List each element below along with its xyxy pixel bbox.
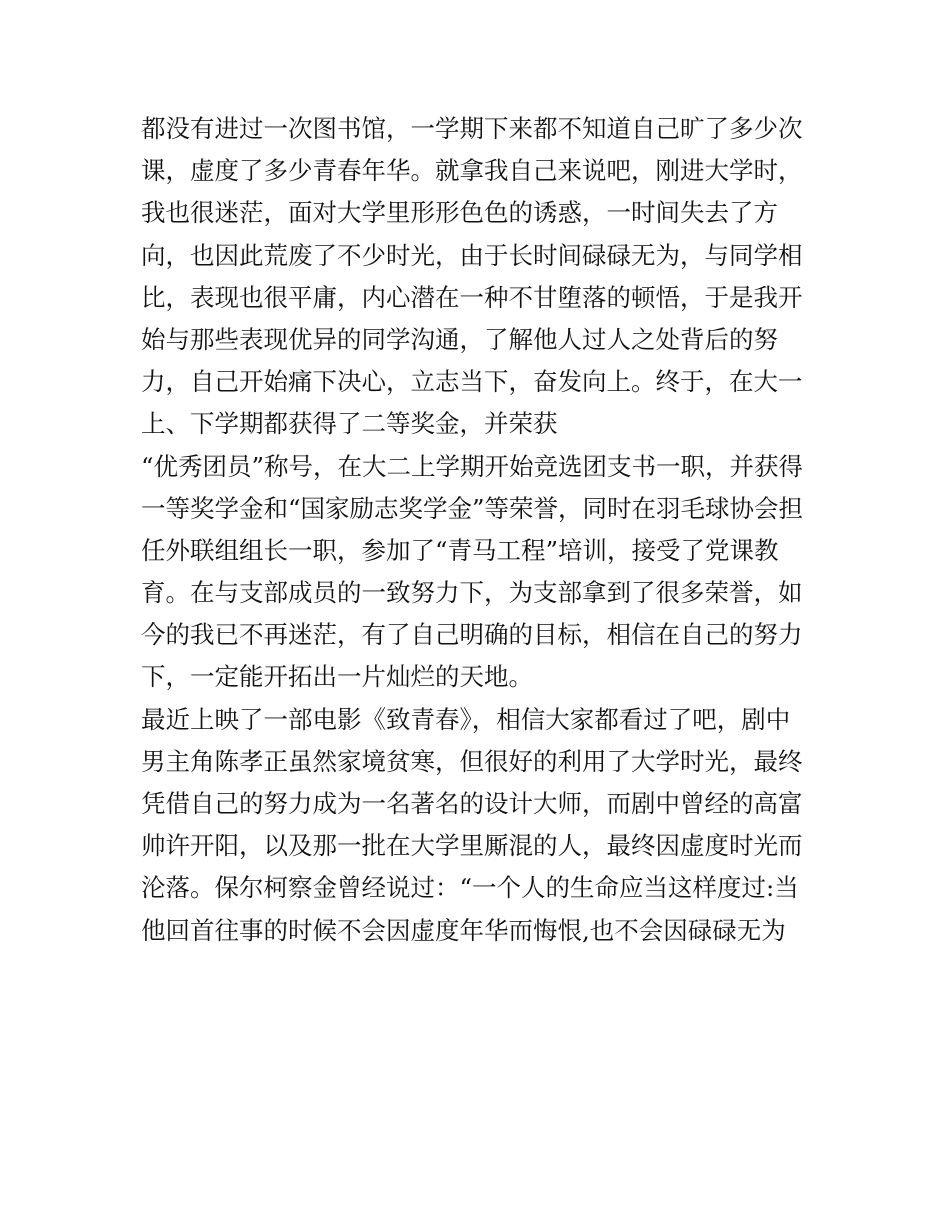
text-line: 力，自己开始痛下决心，立志当下，奋发向上。终于，在大一 — [141, 367, 803, 397]
text-line: 课，虚度了多少青春年华。就拿我自己来说吧，刚进大学时， — [141, 156, 803, 186]
text-line: 今的我已不再迷茫，有了自己明确的目标，相信在自己的努力 — [141, 620, 803, 650]
text-line: 男主角陈孝正虽然家境贫寒，但很好的利用了大学时光，最终 — [141, 746, 803, 776]
text-line: 始与那些表现优异的同学沟通，了解他人过人之处背后的努 — [141, 324, 778, 354]
text-line: 凭借自己的努力成为一名著名的设计大师，而剧中曾经的高富 — [141, 789, 803, 818]
text-line: 上、下学期都获得了二等奖金，并荣获 — [141, 409, 558, 439]
text-line: 帅许开阳，以及那一批在大学里厮混的人，最终因虚度时光而 — [141, 831, 803, 861]
text-line: 育。在与支部成员的一致努力下，为支部拿到了很多荣誉，如 — [141, 578, 803, 608]
text-line: 下，一定能开拓出一片灿烂的天地。 — [141, 662, 533, 692]
text-line: 比，表现也很平庸，内心潜在一种不甘堕落的顿悟，于是我开 — [141, 282, 803, 312]
text-line: 向，也因此荒废了不少时光，由于长时间碌碌无为，与同学相 — [141, 240, 803, 270]
body-text — [141, 108, 821, 952]
text-line: 任外联组组长一职，参加了“青马工程”培训，接受了党课教 — [141, 535, 779, 565]
text-line: 沦落。保尔柯察金曾经说过：“一个人的生命应当这样度过:当 — [141, 873, 799, 903]
text-line: 他回首往事的时候不会因虚度年华而悔恨,也不会因碌碌无为 — [141, 915, 786, 945]
text-line: “优秀团员”称号，在大二上学期开始竞选团支书一职，并获得 — [141, 451, 804, 481]
text-line: 都没有进过一次图书馆，一学期下来都不知道自己旷了多少次 — [141, 114, 803, 143]
text-line: 最近上映了一部电影《致青春》，相信大家都看过了吧，剧中 — [141, 704, 791, 734]
text-line: 我也很迷茫，面对大学里形形色色的诱惑，一时间失去了方 — [141, 198, 778, 228]
text-line: 一等奖学金和“国家励志奖学金”等荣誉，同时在羽毛球协会担 — [141, 493, 804, 523]
